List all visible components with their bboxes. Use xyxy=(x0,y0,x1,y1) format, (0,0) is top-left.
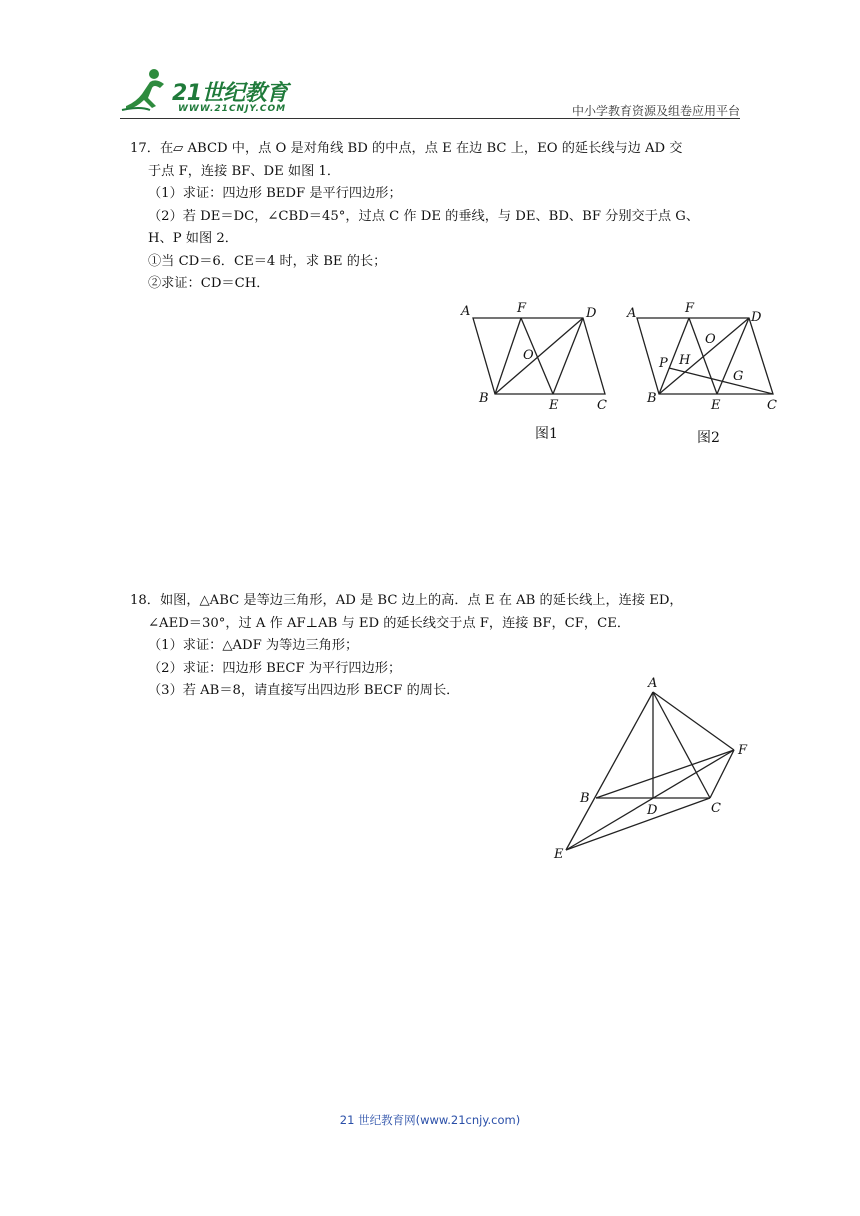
fig2-label-a: A xyxy=(627,306,637,321)
fig3-label-f: F xyxy=(738,743,748,758)
fig1-label-a: A xyxy=(461,304,471,319)
fig2-label-c: C xyxy=(767,398,777,413)
runner-logo-icon xyxy=(120,66,170,112)
figure-2 xyxy=(625,296,785,452)
fig2-label-p: P xyxy=(659,356,668,371)
q17-part1: （1）求证：四边形 BEDF 是平行四边形； xyxy=(148,186,402,201)
figure-1 xyxy=(455,296,620,448)
fig1-label-d: D xyxy=(586,306,597,321)
fig2-caption: 图2 xyxy=(697,430,720,446)
q17-sub1: ①当 CD＝6．CE＝4 时，求 BE 的长； xyxy=(148,253,387,269)
fig1-label-o: O xyxy=(523,348,534,363)
fig1-label-b: B xyxy=(479,391,489,406)
platform-name: 中小学教育资源及组卷应用平台 xyxy=(571,104,740,118)
fig2-label-h: H xyxy=(679,353,691,368)
fig2-label-g: G xyxy=(733,369,744,384)
q17-part2a: （2）若 DE＝DC，∠CBD＝45°，过点 C 作 DE 的垂线，与 DE、BD、BF 分别交于点 G、 xyxy=(148,208,700,224)
fig3-label-c: C xyxy=(711,801,721,816)
fig2-label-f: F xyxy=(685,301,695,316)
fig3-line-ac xyxy=(653,692,710,798)
q17-line2: 于点 F，连接 BF、DE 如图 1． xyxy=(148,163,341,179)
fig2-perpendicular-cp xyxy=(669,368,773,394)
question-17 xyxy=(130,138,740,296)
q18-part1: （1）求证：△ADF 为等边三角形； xyxy=(148,638,359,653)
fig3-line-af xyxy=(653,692,734,750)
fig1-caption: 图1 xyxy=(535,426,558,442)
fig1-line-de xyxy=(553,318,583,394)
fig3-label-a: A xyxy=(648,676,658,691)
header-divider xyxy=(120,118,740,119)
q18-part2: （2）求证：四边形 BECF 为平行四边形； xyxy=(148,660,402,676)
fig2-label-e: E xyxy=(711,398,721,413)
q17-sub2: ②求证：CD＝CH． xyxy=(148,276,270,291)
page-header xyxy=(120,66,740,118)
fig2-line-ef xyxy=(689,318,717,394)
fig1-label-e: E xyxy=(549,398,559,413)
q18-line2: ∠AED＝30°，过 A 作 AF⊥AB 与 ED 的延长线交于点 F，连接 BF，CF，CE． xyxy=(148,615,631,631)
q18-line1: 18．如图，△ABC 是等边三角形，AD 是 BC 边上的高．点 E 在 AB 的延长线上，连接 ED， xyxy=(130,593,683,608)
fig3-line-ef xyxy=(566,750,734,850)
logo-url: WWW.21CNJY.COM xyxy=(178,104,287,114)
fig2-label-d: D xyxy=(751,310,762,325)
fig3-label-e: E xyxy=(554,847,564,862)
fig1-label-f: F xyxy=(517,301,527,316)
page-footer: 21 世纪教育网(www.21cnjy.com) xyxy=(339,1113,521,1127)
q17-part2b: H、P 如图 2． xyxy=(148,231,238,246)
q18-part3: （3）若 AB＝8，请直接写出四边形 BECF 的周长． xyxy=(148,683,460,698)
fig3-line-ea xyxy=(566,692,653,850)
fig1-label-c: C xyxy=(597,398,607,413)
logo-name: 21世纪教育 xyxy=(172,81,288,106)
q17-line1: 17．在▱ ABCD 中，点 O 是对角线 BD 的中点，点 E 在边 BC 上，EO 的延长线与边 AD 交 xyxy=(130,141,683,156)
figure-3 xyxy=(548,674,758,866)
fig3-label-b: B xyxy=(580,791,590,806)
fig3-label-d: D xyxy=(647,803,658,818)
fig2-label-o: O xyxy=(705,332,716,347)
fig2-label-b: B xyxy=(647,391,657,406)
